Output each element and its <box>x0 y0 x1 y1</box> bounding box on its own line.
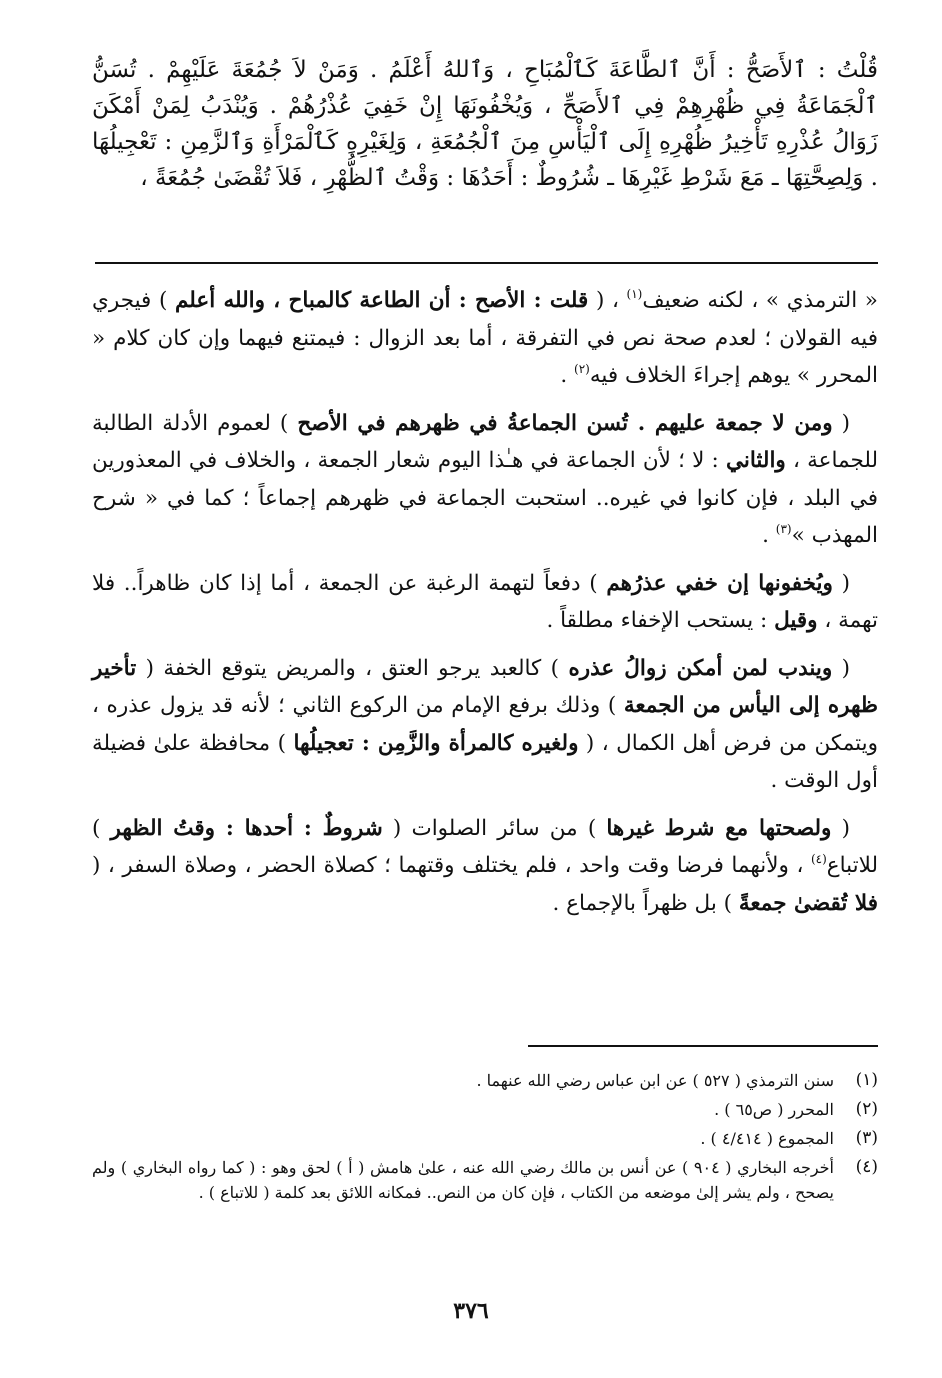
footnote-ref-1: (١) <box>626 287 643 301</box>
sharh-text: « الترمذي » ، لكنه ضعيف <box>642 288 878 313</box>
sharh-text: ( <box>831 815 850 841</box>
matn-quote: فلا تُقضىٰ جمعةً <box>738 890 878 916</box>
sharh-text: ، ولأنهما فرضا وقت واحد ، فلم يختلف وقتهما ؛ كصلاة الحضر ، وصلاة السفر ، ( <box>92 853 811 878</box>
sharh-text: ، ( <box>588 288 627 313</box>
footnote-text: أخرجه البخاري ( ٩٠٤ ) عن أنس بن مالك رضي الله عنه ، علىٰ هامش ( أ ) لحق وهو : ( كما رواه البخاري ) ولم يصحح ، ولم يشر إلىٰ موضعه من الكتاب ، فإن كان من النص.. فمكانه اللائق بعد كلمة ( للاتباع ) . <box>92 1158 835 1202</box>
footnote-3 <box>92 1126 878 1151</box>
matn-block <box>92 52 878 196</box>
footnote-text: المحرر ( ص٦٥ ) . <box>714 1100 834 1119</box>
matn-quote: وقيل <box>774 608 818 633</box>
sharh-text: ) للاتباع <box>92 815 878 878</box>
footnote-number: (٤) <box>855 1157 878 1177</box>
footnote-divider <box>528 1045 878 1047</box>
section-divider <box>95 262 878 264</box>
matn-text: قُلْتُ : ٱلأَصَحُّ : أَنَّ ٱلطَّاعَةَ كَٱلْمُبَاحِ ، وَٱللهُ أَعْلَمُ . وَمَنْ لاَ جُمُعَةَ عَلَيْهِمْ . تُسَنُّ ٱلْجَمَاعَةُ فِي ظُهْرِهِمْ فِي ٱلأَصَحِّ ، وَيُخْفُونَهَا إِنْ خَفِيَ عُذْرُهُمْ . وَيُنْدَبُ لِمَنْ أَمْكَنَ زَوَالُ عُذْرِهِ تَأْخِيرُ ظُهْرِهِ إِلَى ٱلْيَأْسِ مِنَ ٱلْجُمُعَةِ ، وَلِغَيْرِهِ كَٱلْمَرْأَةِ وَٱلزَّمِنِ : تَعْجِيلُهَا . وَلِصِحَّتِهَا ـ مَعَ شَرْطِ غَيْرِهَا ـ شُرُوطٌ : أَحَدُهَا : وَقْتُ ٱلظُّهْرِ ، فَلاَ تُقْضَىٰ جُمُعَةً ، <box>92 57 878 191</box>
sharh-text: . <box>762 523 776 548</box>
footnote-2 <box>92 1097 878 1122</box>
sharh-text: ( <box>832 570 850 596</box>
matn-quote: ومن لا جمعة عليهم . تُسن الجماعةُ في ظهرهم في الأصح <box>297 410 833 436</box>
matn-quote: شروطٌ : أحدها : وقتُ الظهر <box>110 815 383 841</box>
footnote-ref-4: (٤) <box>810 852 827 866</box>
footnote-number: (٢) <box>855 1099 878 1119</box>
sharh-paragraph-2 <box>92 405 878 555</box>
matn-quote: ولصحتها مع شرط غيرها <box>606 815 832 841</box>
sharh-paragraph-5 <box>92 810 878 923</box>
sharh-text: ) كالعبد يرجو العتق ، والمريض يتوقع الخفة ( <box>136 655 569 681</box>
sharh-text: . <box>560 363 574 388</box>
sharh-paragraph-3 <box>92 565 878 640</box>
footnote-ref-3: (٣) <box>775 522 792 536</box>
sharh-text: ) لعموم الأدلة الطالبة للجماعة ، <box>92 410 878 473</box>
footnote-number: (٣) <box>855 1128 878 1148</box>
sharh-text: ) محافظة علىٰ فضيلة أول الوقت . <box>92 730 878 793</box>
page-number: ٣٧٦ <box>453 1298 489 1324</box>
footnote-text: المجموع ( ٤/٤١٤ ) . <box>700 1129 834 1148</box>
footnote-number: (١) <box>855 1070 878 1090</box>
matn-quote: ولغيره كالمرأة والزَّمِن : تعجيلُها <box>293 730 579 756</box>
footnote-4 <box>92 1155 878 1205</box>
matn-quote: تأخير ظهره إلى اليأس من الجمعة <box>92 655 878 718</box>
sharh-text: ( <box>832 655 850 681</box>
sharh-text: ) من سائر الصلوات ( <box>382 815 607 841</box>
footnote-ref-2: (٢) <box>574 362 590 376</box>
sharh-paragraph-1 <box>92 282 878 395</box>
footnote-text: سنن الترمذي ( ٥٢٧ ) عن ابن عباس رضي الله عنهما . <box>476 1071 834 1090</box>
sharh-text: : لا ؛ لأن الجماعة في هـٰذا اليوم شعار الجمعة ، والخلاف في المعذورين في البلد ، فإن كانوا في غيره.. استحبت الجماعة في ظهرهم إجماعاً ؛ كما في « شرح المهذب » <box>92 448 878 548</box>
sharh-paragraph-4 <box>92 650 878 800</box>
footnotes <box>92 1068 878 1209</box>
sharh-text: ) وذلك برفع الإمام من الركوع الثاني ؛ لأنه قد يزول عذره ، ويتمكن من فرض أهل الكمال ، ( <box>92 693 878 756</box>
sharh-text: ( <box>832 410 850 436</box>
sharh-text: ) دفعاً لتهمة الرغبة عن الجمعة ، أما إذا كان ظاهراً.. فلا تهمة ، <box>92 570 878 633</box>
matn-quote: ويُخفونها إن خفي عذرُهم <box>606 570 833 596</box>
matn-quote: قلت : الأصح : أن الطاعة كالمباح ، والله أعلم <box>174 288 589 313</box>
matn-quote: ويندب لمن أمكن زوالُ عذره <box>568 655 833 681</box>
matn-quote: والثاني <box>725 448 786 473</box>
sharh-block <box>92 282 878 932</box>
sharh-text: : يستحب الإخفاء مطلقاً . <box>546 608 775 633</box>
footnote-1 <box>92 1068 878 1093</box>
sharh-text: ) فيجري فيه القولان ؛ لعدم صحة نص في التفرقة ، أما بعد الزوال : فيمتنع فيهما وإن كان كلام « المحرر » يوهم إجراءَ الخلاف فيه <box>92 288 878 388</box>
sharh-text: ) بل ظهراً بالإجماع . <box>552 890 739 916</box>
